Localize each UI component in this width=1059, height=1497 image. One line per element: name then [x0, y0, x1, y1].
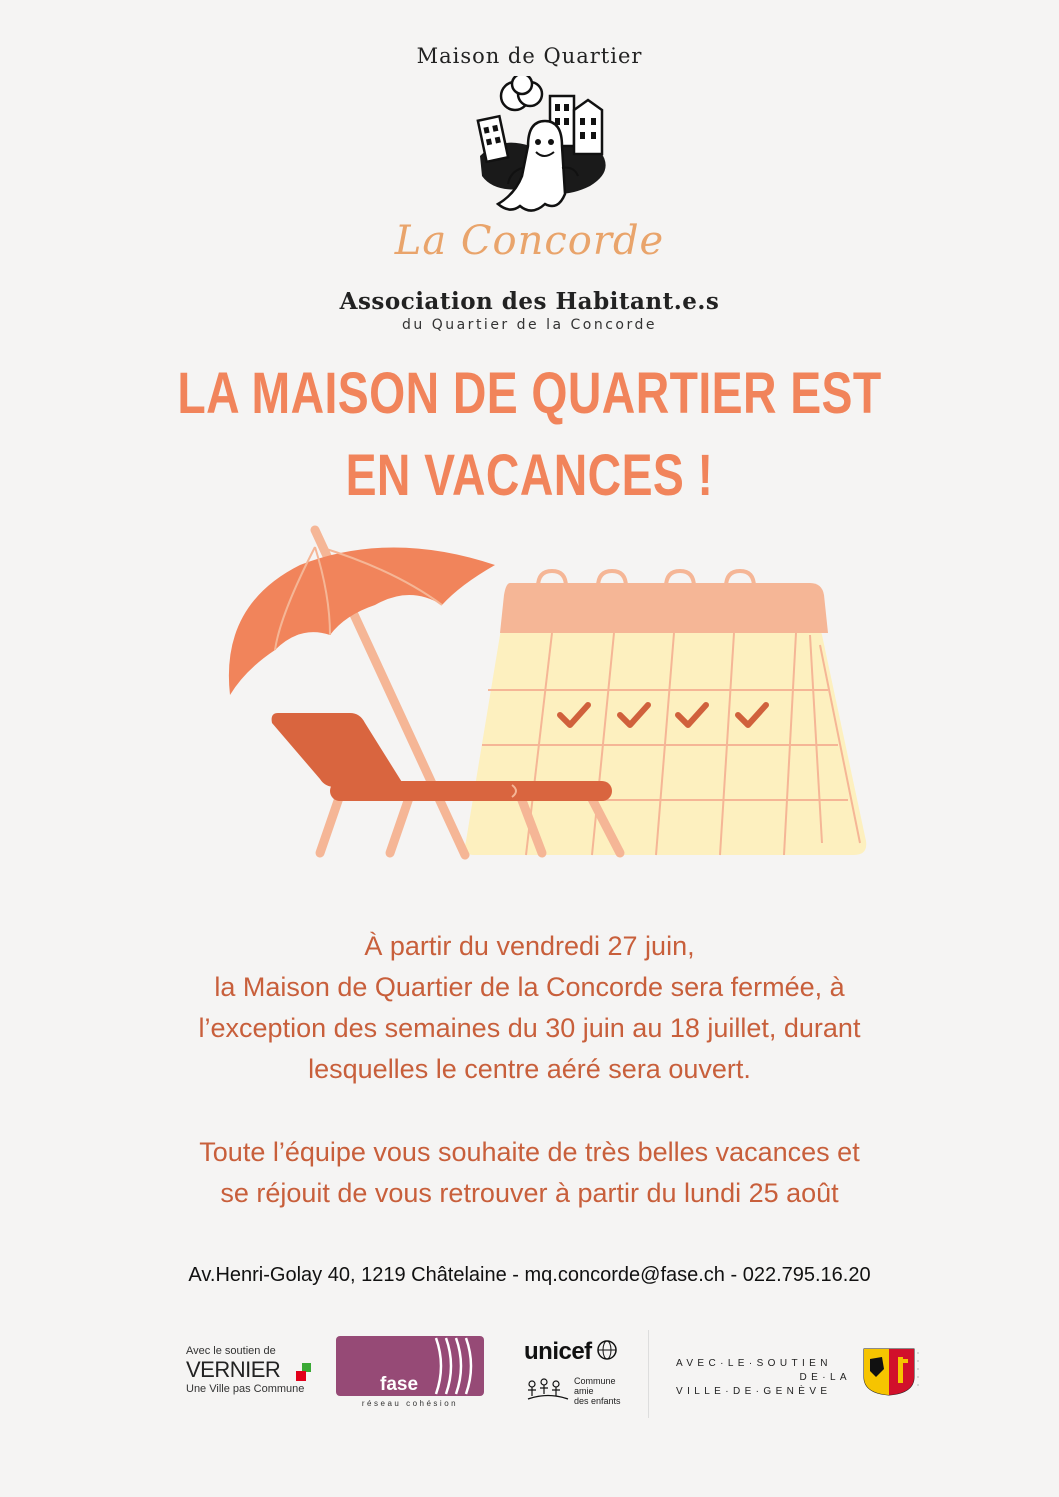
para1-line: lesquelles le centre aéré sera ouvert. [308, 1054, 751, 1084]
logo-title: Maison de Quartier [416, 44, 643, 68]
fase-word: fase [380, 1374, 419, 1395]
logo-script-name: La Concorde [394, 218, 665, 264]
chair-back [272, 713, 405, 787]
vernier-line1: Avec le soutien de [186, 1345, 276, 1357]
vernier-mark-icon [294, 1363, 318, 1383]
partners-divider [648, 1330, 649, 1418]
children-drawing-icon [526, 1376, 570, 1402]
geneve-line3: VILLE·DE·GENÈVE [676, 1386, 832, 1397]
beach-calendar-illustration [220, 525, 880, 865]
ville-de-geneve-logo [676, 1357, 851, 1399]
para1-line: l’exception des semaines du 30 juin au 18 juillet, durant [198, 1013, 861, 1043]
association-subtitle: du Quartier de la Concorde [402, 317, 657, 333]
unicef-globe-icon [596, 1339, 618, 1361]
wishes-paragraph [0, 1132, 1059, 1214]
para2-line: Toute l’équipe vous souhaite de très belles vacances et [199, 1137, 860, 1167]
concorde-ghost-logo [470, 76, 620, 226]
headline-line-1: LA MAISON DE QUARTIER EST [177, 361, 882, 426]
association-title: Association des Habitant.e.s [339, 288, 720, 315]
contact-line: Av.Henri-Golay 40, 1219 Châtelaine - mq.concorde@fase.ch - 022.795.16.20 [188, 1264, 871, 1286]
geneve-line1: AVEC·LE·SOUTIEN [676, 1358, 832, 1369]
chair-seat [330, 781, 612, 801]
para1-line: À partir du vendredi 27 juin, [364, 931, 695, 961]
vernier-tagline: Une Ville pas Commune [186, 1383, 305, 1395]
vernier-name: VERNIER [186, 1357, 281, 1382]
geneva-coat-of-arms-icon [862, 1347, 922, 1397]
unicef-logo [524, 1338, 634, 1406]
unicef-word: unicef [524, 1338, 592, 1365]
unicef-sub-line: des enfants [574, 1396, 621, 1406]
geneve-line2: DE·LA [799, 1372, 851, 1383]
headline-line-2: EN VACANCES ! [345, 443, 714, 508]
unicef-sub-line: amie [574, 1386, 594, 1396]
unicef-sub-line: Commune [574, 1376, 616, 1386]
unicef-subtitle [574, 1376, 621, 1406]
announcement-paragraph [0, 926, 1059, 1090]
calendar-header [500, 583, 828, 633]
fase-subtitle: réseau cohésion [361, 1399, 459, 1408]
para2-line: se réjouit de vous retrouver à partir du lundi 25 août [220, 1178, 839, 1208]
vernier-logo [186, 1345, 326, 1395]
para1-line: la Maison de Quartier de la Concorde sera fermée, à [214, 972, 845, 1002]
